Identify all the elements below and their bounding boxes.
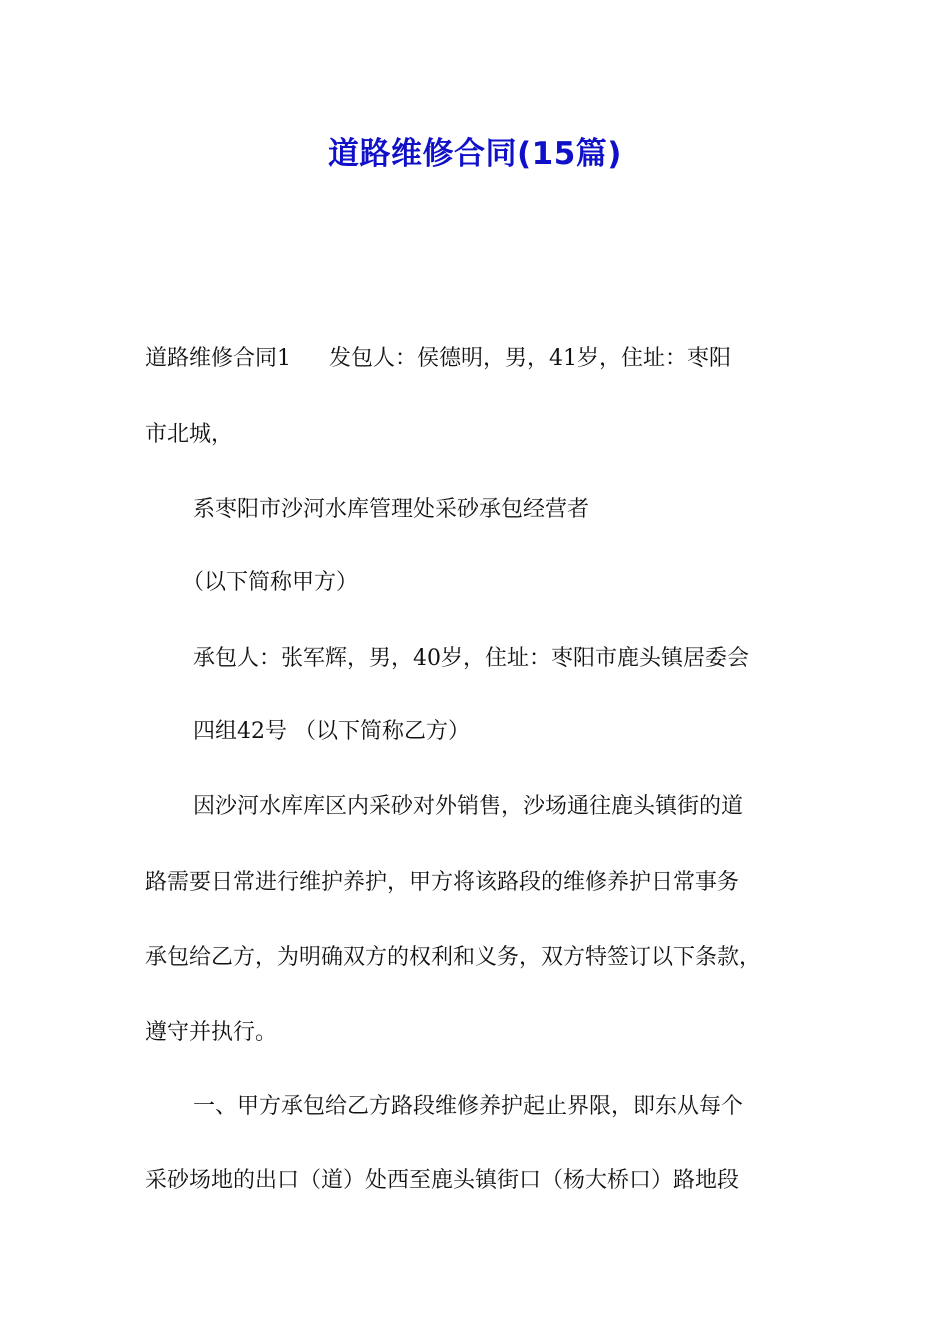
paragraph-line: 采砂场地的出口（道）处西至鹿头镇街口（杨大桥口）路地段 bbox=[145, 1168, 740, 1193]
contract-text: 发包人：侯德明，男，41岁，住址：枣阳 bbox=[329, 346, 731, 371]
paragraph-line: 承包给乙方，为明确双方的权利和义务，双方特签订以下条款， bbox=[145, 945, 762, 970]
document-title: 道路维修合同(15篇) bbox=[328, 136, 622, 172]
paragraph-line: 系枣阳市沙河水库管理处采砂承包经营者 bbox=[193, 497, 590, 522]
paragraph-line: 遵守并执行。 bbox=[145, 1020, 278, 1045]
paragraph-line: 市北城， bbox=[145, 422, 234, 447]
paragraph-line: 因沙河水库库区内采砂对外销售，沙场通往鹿头镇街的道 bbox=[193, 794, 744, 819]
paragraph-line: （以下简称甲方） bbox=[182, 570, 359, 595]
paragraph-line: 路需要日常进行维护养护，甲方将该路段的维修养护日常事务 bbox=[145, 870, 740, 895]
paragraph-line: 承包人：张军辉，男，40岁，住址：枣阳市鹿头镇居委会 bbox=[193, 646, 749, 671]
paragraph-line: 四组42号 （以下简称乙方） bbox=[193, 719, 470, 744]
paragraph-line: 一、甲方承包给乙方路段维修养护起止界限，即东从每个 bbox=[193, 1094, 744, 1119]
section-heading: 道路维修合同1 bbox=[145, 346, 291, 371]
paragraph-line bbox=[145, 344, 731, 374]
